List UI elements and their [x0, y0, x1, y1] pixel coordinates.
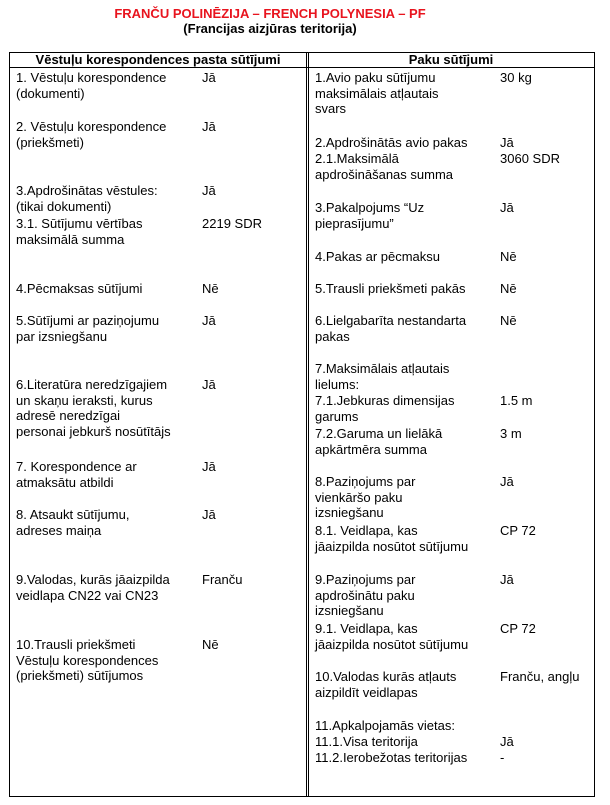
parcels-row-label: 2.1.Maksimālā apdrošināšanas summa	[315, 151, 454, 182]
parcels-row-label: 5.Trausli priekšmeti pakās	[315, 281, 466, 296]
letters-row-value: Nē	[202, 281, 219, 296]
parcels-row-label: 10.Valodas kurās atļauts aizpildīt veidlapas	[315, 669, 457, 700]
parcels-row-value: CP 72	[500, 523, 536, 538]
parcels-row-label: 2.Apdrošinātās avio pakas	[315, 135, 468, 150]
letters-row-value: Jā	[202, 313, 216, 328]
parcels-row-value: Jā	[500, 572, 514, 587]
parcels-row-label: 3.Pakalpojums “Uz pieprasījumu”	[315, 200, 425, 231]
letters-row-value: Franču	[202, 572, 243, 587]
parcels-row-label: 9.Paziņojums par apdrošinātu paku izsniegšanu	[315, 572, 416, 618]
services-table	[9, 52, 595, 797]
letters-row-label: 2. Vēstuļu korespondence (priekšmeti)	[16, 119, 167, 150]
parcels-row-value: 3 m	[500, 426, 522, 441]
section-divider	[306, 53, 307, 796]
parcels-row-value: Nē	[500, 281, 517, 296]
parcels-row-label: 11.1.Visa teritorija	[315, 734, 418, 749]
page-subtitle: (Francijas aizjūras teritorija)	[183, 21, 357, 36]
parcels-row-label: 9.1. Veidlapa, kas jāaizpilda nosūtot sūtījumu	[315, 621, 469, 652]
parcels-row-value: Nē	[500, 249, 517, 264]
parcels-row-value: 30 kg	[500, 70, 532, 85]
parcels-row-label: 8.Paziņojums par vienkāršo paku izsniegšanu	[315, 474, 416, 520]
parcels-row-label: 7.2.Garuma un lielākā apkārtmēra summa	[315, 426, 443, 457]
page-title: FRANČU POLINĒZIJA – FRENCH POLYNESIA – PF	[114, 6, 426, 21]
letters-row-label: 8. Atsaukt sūtījumu, adreses maiņa	[16, 507, 130, 538]
letters-row-value: 2219 SDR	[202, 216, 262, 231]
letters-row-label: 7. Korespondence ar atmaksātu atbildi	[16, 459, 137, 490]
parcels-row-value: 3060 SDR	[500, 151, 560, 166]
letters-row-label: 6.Literatūra neredzīgajiem un skaņu ieraksti, kurus adresē neredzīgai personai jebkurš nosūtītājs	[16, 377, 171, 439]
parcels-row-value: Jā	[500, 135, 514, 150]
parcels-row-label: 11.2.Ierobežotas teritorijas	[315, 750, 468, 765]
letters-header: Vēstuļu korespondences pasta sūtījumi	[35, 52, 281, 67]
letters-row-value: Jā	[202, 183, 216, 198]
parcels-row-label: 7.Maksimālais atļautais lielums:	[315, 361, 450, 392]
letters-row-label: 9.Valodas, kurās jāaizpilda veidlapa CN22 vai CN23	[16, 572, 170, 603]
letters-row-label: 5.Sūtījumi ar paziņojumu par izsniegšanu	[16, 313, 160, 344]
parcels-row-value: -	[500, 750, 505, 765]
parcels-header: Paku sūtījumi	[408, 52, 494, 67]
parcels-row-label: 4.Pakas ar pēcmaksu	[315, 249, 441, 264]
letters-row-value: Nē	[202, 637, 219, 652]
letters-row-label: 3.1. Sūtījumu vērtības maksimālā summa	[16, 216, 143, 247]
parcels-row-value: CP 72	[500, 621, 536, 636]
letters-row-label: 3.Apdrošinātas vēstules: (tikai dokumenti)	[16, 183, 158, 214]
letters-row-value: Jā	[202, 507, 216, 522]
parcels-row-label: 7.1.Jebkuras dimensijas garums	[315, 393, 455, 424]
parcels-row-value: Jā	[500, 734, 514, 749]
parcels-row-value: Franču, angļu	[500, 669, 580, 684]
parcels-row-label: 8.1. Veidlapa, kas jāaizpilda nosūtot sūtījumu	[315, 523, 469, 554]
letters-row-value: Jā	[202, 119, 216, 134]
parcels-row-value: 1.5 m	[500, 393, 533, 408]
header-divider	[10, 67, 594, 68]
parcels-row-label: 6.Lielgabarīta nestandarta pakas	[315, 313, 467, 344]
letters-row-label: 10.Trausli priekšmeti Vēstuļu korespondences (priekšmeti) sūtījumos	[16, 637, 159, 683]
section-divider-double	[308, 53, 309, 796]
letters-row-value: Jā	[202, 377, 216, 392]
parcels-row-label: 11.Apkalpojamās vietas:	[315, 718, 455, 733]
parcels-row-value: Jā	[500, 474, 514, 489]
letters-row-value: Jā	[202, 459, 216, 474]
letters-row-label: 1. Vēstuļu korespondence (dokumenti)	[16, 70, 167, 101]
parcels-row-value: Jā	[500, 200, 514, 215]
letters-row-value: Jā	[202, 70, 216, 85]
parcels-row-value: Nē	[500, 313, 517, 328]
parcels-row-label: 1.Avio paku sūtījumu maksimālais atļautais svars	[315, 70, 439, 116]
letters-row-label: 4.Pēcmaksas sūtījumi	[16, 281, 143, 296]
